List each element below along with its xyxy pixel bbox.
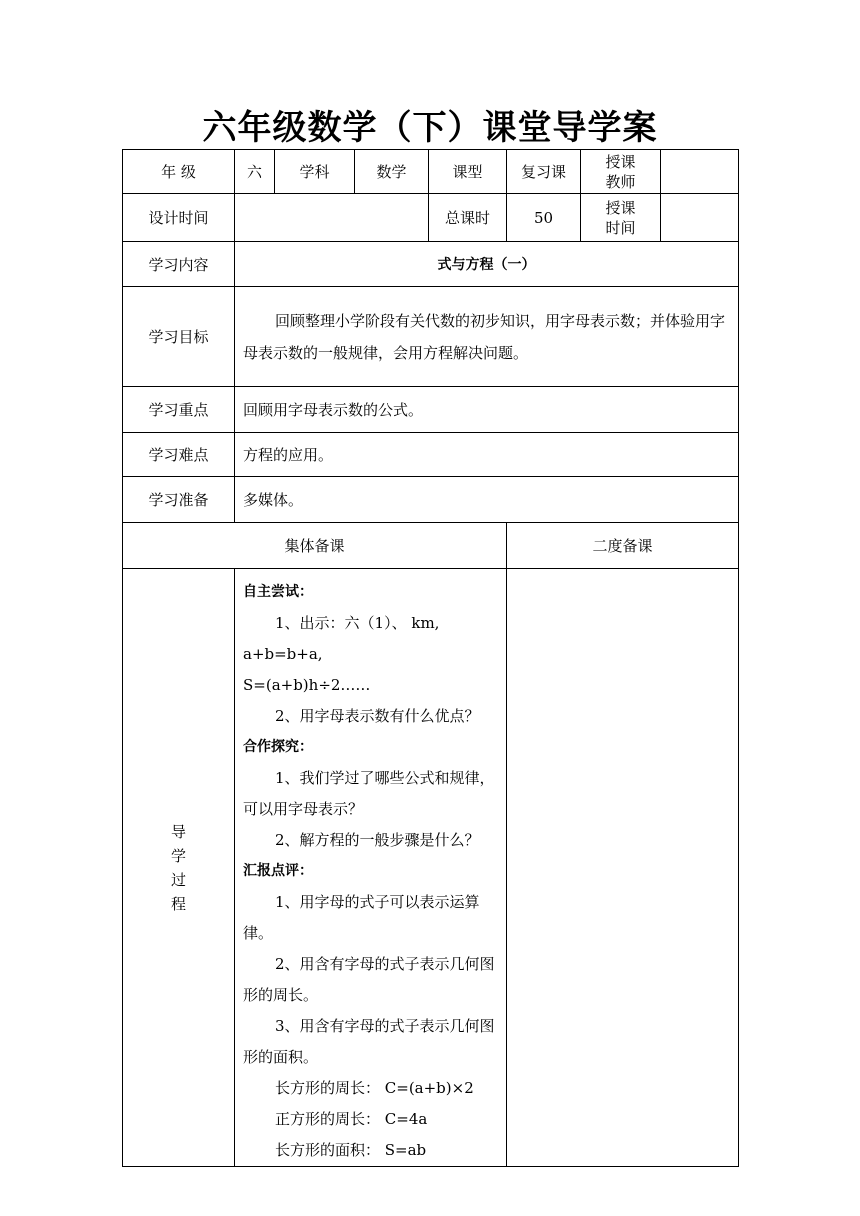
row-process bbox=[123, 569, 739, 1167]
self-try-line2: 2、用字母表示数有什么优点？ bbox=[275, 707, 480, 725]
grade-value: 六 bbox=[235, 150, 275, 194]
difficulty-label: 学习难点 bbox=[123, 433, 235, 477]
report-line3: 3、用含有字母的式子表示几何图形的面积。 bbox=[243, 1017, 495, 1066]
row-focus bbox=[123, 387, 739, 433]
self-try-line1b: S=(a+b)h÷2…… bbox=[243, 676, 371, 694]
goal-label: 学习目标 bbox=[123, 287, 235, 387]
design-time-label: 设计时间 bbox=[123, 194, 235, 242]
formula-rect-area: 长方形的面积： S=ab bbox=[275, 1141, 427, 1159]
type-value: 复习课 bbox=[507, 150, 581, 194]
class-time-label bbox=[581, 194, 661, 242]
process-label bbox=[123, 569, 235, 1167]
total-hours-label: 总课时 bbox=[429, 194, 507, 242]
subject-value: 数学 bbox=[355, 150, 429, 194]
row-sections bbox=[123, 523, 739, 569]
process-label-char-1: 导 bbox=[170, 822, 186, 841]
row-content bbox=[123, 242, 739, 287]
prep-label: 学习准备 bbox=[123, 477, 235, 523]
design-time-value bbox=[235, 194, 429, 242]
formula-square-perimeter: 正方形的周长： C=4a bbox=[275, 1110, 428, 1128]
secondary-prep-content bbox=[507, 569, 739, 1167]
process-label-char-4: 程 bbox=[170, 894, 186, 913]
process-content bbox=[235, 569, 507, 1167]
class-time-label-line2: 时间 bbox=[605, 218, 636, 237]
report-line2: 2、用含有字母的式子表示几何图形的周长。 bbox=[243, 955, 495, 1004]
subject-label: 学科 bbox=[275, 150, 355, 194]
report-heading: 汇报点评： bbox=[243, 863, 313, 879]
report-line1: 1、用字母的式子可以表示运算律。 bbox=[243, 893, 480, 942]
process-label-char-3: 过 bbox=[170, 870, 186, 889]
row-difficulty bbox=[123, 433, 739, 477]
goal-value: 回顾整理小学阶段有关代数的初步知识，用字母表示数；并体验用字母表示数的一般规律，会用方程解决问题。 bbox=[235, 287, 739, 387]
teacher-label-line2: 教师 bbox=[605, 172, 636, 191]
focus-value: 回顾用字母表示数的公式。 bbox=[235, 387, 739, 433]
teacher-value bbox=[661, 150, 739, 194]
self-try-line1: 1、出示：六（1）、 km, a+b=b+a, bbox=[243, 614, 440, 663]
row-time-info bbox=[123, 194, 739, 242]
self-try-heading: 自主尝试： bbox=[243, 584, 313, 600]
row-prep bbox=[123, 477, 739, 523]
difficulty-value: 方程的应用。 bbox=[235, 433, 739, 477]
grade-label: 年 级 bbox=[123, 150, 235, 194]
explore-line2: 2、解方程的一般步骤是什么？ bbox=[275, 831, 480, 849]
explore-line1: 1、我们学过了哪些公式和规律，可以用字母表示？ bbox=[243, 769, 495, 818]
explore-heading: 合作探究： bbox=[243, 739, 313, 755]
formula-rect-perimeter: 长方形的周长： C=(a+b)×2 bbox=[275, 1079, 474, 1097]
total-hours-value: 50 bbox=[507, 194, 581, 242]
teacher-label-line1: 授课 bbox=[605, 152, 636, 171]
type-label: 课型 bbox=[429, 150, 507, 194]
class-time-value bbox=[661, 194, 739, 242]
collective-prep-header: 集体备课 bbox=[123, 523, 507, 569]
lesson-plan-table bbox=[122, 149, 739, 1167]
content-value: 式与方程（一） bbox=[235, 242, 739, 287]
focus-label: 学习重点 bbox=[123, 387, 235, 433]
teacher-label bbox=[581, 150, 661, 194]
row-basic-info bbox=[123, 150, 739, 194]
page-title: 六年级数学（下）课堂导学案 bbox=[202, 108, 658, 148]
content-label: 学习内容 bbox=[123, 242, 235, 287]
secondary-prep-header: 二度备课 bbox=[507, 523, 739, 569]
class-time-label-line1: 授课 bbox=[605, 198, 636, 217]
prep-value: 多媒体。 bbox=[235, 477, 739, 523]
process-label-char-2: 学 bbox=[170, 846, 186, 865]
row-goal bbox=[123, 287, 739, 387]
